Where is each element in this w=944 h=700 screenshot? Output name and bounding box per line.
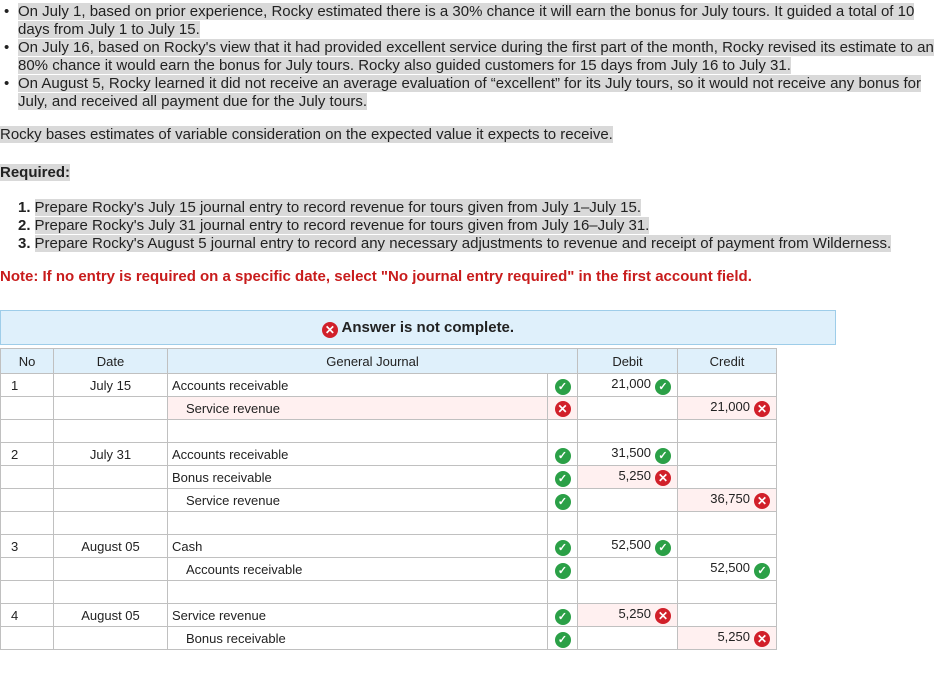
debit-cell[interactable] (578, 489, 678, 512)
incorrect-x-icon: ✕ (754, 493, 770, 509)
requirements-list (18, 199, 891, 253)
correct-check-icon: ✓ (754, 563, 770, 579)
account-cell[interactable] (168, 581, 548, 604)
account-cell[interactable] (168, 512, 548, 535)
header-general-journal: General Journal (168, 349, 578, 374)
correct-check-icon: ✓ (555, 540, 571, 556)
instruction-note: Note: If no entry is required on a specific date, select "No journal entry required" in the first account field. (0, 268, 752, 285)
account-cell[interactable]: Service revenue (168, 397, 548, 420)
date-cell[interactable] (54, 581, 168, 604)
table-row (1, 397, 777, 420)
account-cell[interactable]: Accounts receivable (168, 443, 548, 466)
date-cell[interactable]: August 05 (54, 535, 168, 558)
table-row (1, 581, 777, 604)
entry-number-cell (1, 420, 54, 443)
correct-check-icon: ✓ (655, 540, 671, 556)
correct-check-icon: ✓ (555, 609, 571, 625)
correct-check-icon: ✓ (555, 494, 571, 510)
debit-cell[interactable] (578, 420, 678, 443)
debit-cell[interactable] (578, 535, 678, 558)
account-cell[interactable]: Service revenue (168, 604, 548, 627)
incorrect-x-icon: ✕ (655, 608, 671, 624)
account-status-cell (548, 535, 578, 558)
debit-cell[interactable] (578, 558, 678, 581)
date-cell[interactable] (54, 466, 168, 489)
date-cell[interactable] (54, 489, 168, 512)
debit-cell[interactable] (578, 397, 678, 420)
table-row (1, 512, 777, 535)
account-cell[interactable] (168, 420, 548, 443)
correct-check-icon: ✓ (555, 448, 571, 464)
account-status-cell (548, 627, 578, 650)
entry-number-cell: 1 (1, 374, 54, 397)
account-status-cell (548, 420, 578, 443)
general-journal-table (0, 348, 777, 650)
incorrect-x-icon: ✕ (655, 470, 671, 486)
correct-check-icon: ✓ (555, 471, 571, 487)
required-label: Required: (0, 164, 71, 181)
correct-check-icon: ✓ (655, 379, 671, 395)
table-header-row (1, 349, 777, 374)
date-cell[interactable]: August 05 (54, 604, 168, 627)
table-row (1, 443, 777, 466)
entry-number-cell (1, 489, 54, 512)
debit-cell[interactable] (578, 627, 678, 650)
account-status-cell (548, 443, 578, 466)
partial-pagination (290, 688, 610, 700)
answer-status-banner (0, 310, 836, 345)
account-status-cell (548, 466, 578, 489)
account-status-cell (548, 512, 578, 535)
entry-number-cell (1, 581, 54, 604)
credit-cell[interactable] (678, 397, 777, 420)
date-cell[interactable] (54, 397, 168, 420)
credit-cell[interactable] (678, 443, 777, 466)
entry-number-cell: 4 (1, 604, 54, 627)
account-status-cell (548, 558, 578, 581)
credit-value: 5,250 (717, 629, 750, 644)
table-row (1, 558, 777, 581)
entry-number-cell (1, 558, 54, 581)
header-credit: Credit (678, 349, 777, 374)
date-cell[interactable]: July 31 (54, 443, 168, 466)
date-cell[interactable] (54, 627, 168, 650)
account-status-cell (548, 397, 578, 420)
debit-value: 5,250 (618, 606, 651, 621)
incorrect-icon: ✕ (322, 322, 338, 338)
credit-cell[interactable] (678, 604, 777, 627)
debit-value: 21,000 (611, 375, 651, 391)
date-cell[interactable] (54, 420, 168, 443)
credit-cell[interactable] (678, 535, 777, 558)
incorrect-x-icon: ✕ (754, 401, 770, 417)
correct-check-icon: ✓ (555, 632, 571, 648)
entry-number-cell (1, 466, 54, 489)
account-cell[interactable]: Bonus receivable (168, 466, 548, 489)
debit-cell[interactable] (578, 581, 678, 604)
debit-value: 31,500 (611, 444, 651, 460)
credit-cell[interactable] (678, 466, 777, 489)
credit-value: 21,000 (710, 399, 750, 414)
account-status-cell (548, 489, 578, 512)
entry-number-cell (1, 627, 54, 650)
credit-value: 52,500 (710, 559, 750, 575)
date-cell[interactable] (54, 512, 168, 535)
bullet-item: • On August 5, Rocky learned it did not receive an average evaluation of “excellent” for its July tours, so it would not receive any bonus for July, and received all payment due for the July tours. (4, 75, 921, 110)
table-row (1, 374, 777, 397)
date-cell[interactable]: July 15 (54, 374, 168, 397)
table-row (1, 535, 777, 558)
credit-cell[interactable] (678, 581, 777, 604)
correct-check-icon: ✓ (555, 379, 571, 395)
credit-cell[interactable] (678, 558, 777, 581)
table-row (1, 604, 777, 627)
entry-number-cell: 2 (1, 443, 54, 466)
account-status-cell (548, 604, 578, 627)
requirement-item: 1. Prepare Rocky's July 15 journal entry to record revenue for tours given from July 1–July 15. (18, 199, 641, 216)
incorrect-x-icon: ✕ (555, 401, 571, 417)
entry-number-cell: 3 (1, 535, 54, 558)
table-row (1, 489, 777, 512)
credit-cell[interactable] (678, 512, 777, 535)
debit-cell[interactable] (578, 443, 678, 466)
bullet-item: • On July 16, based on Rocky's view that it had provided excellent service during the first part of the month, Rocky revised its estimate to an 80% chance it would earn the bonus for July tours. Rocky also guided customers for 15 days from July 16 to July 31. (4, 39, 934, 74)
credit-cell[interactable] (678, 489, 777, 512)
debit-value: 5,250 (618, 468, 651, 483)
debit-cell[interactable] (578, 512, 678, 535)
requirement-item: 2. Prepare Rocky's July 31 journal entry to record revenue for tours given from July 16–July 31. (18, 217, 650, 234)
requirement-item: 3. Prepare Rocky's August 5 journal entry to record any necessary adjustments to revenue and receipt of payment from Wilderness. (18, 235, 892, 252)
table-row (1, 466, 777, 489)
table-row (1, 420, 777, 443)
debit-cell[interactable] (578, 604, 678, 627)
account-status-cell (548, 374, 578, 397)
account-status-cell (548, 581, 578, 604)
entry-number-cell (1, 512, 54, 535)
incorrect-x-icon: ✕ (754, 631, 770, 647)
table-row (1, 627, 777, 650)
date-cell[interactable] (54, 558, 168, 581)
account-cell[interactable]: Accounts receivable (168, 558, 548, 581)
estimate-text: Rocky bases estimates of variable consideration on the expected value it expects to receive. (0, 126, 613, 143)
debit-cell[interactable] (578, 374, 678, 397)
header-debit: Debit (578, 349, 678, 374)
account-cell[interactable]: Service revenue (168, 489, 548, 512)
credit-cell[interactable] (678, 627, 777, 650)
banner-text: Answer is not complete. (341, 319, 515, 336)
correct-check-icon: ✓ (555, 563, 571, 579)
account-cell[interactable]: Cash (168, 535, 548, 558)
account-cell[interactable]: Accounts receivable (168, 374, 548, 397)
account-cell[interactable]: Bonus receivable (168, 627, 548, 650)
entry-number-cell (1, 397, 54, 420)
debit-value: 52,500 (611, 536, 651, 552)
bullet-item: • On July 1, based on prior experience, Rocky estimated there is a 30% chance it will earn the bonus for July tours. It guided a total of 10 days from July 1 to July 15. (4, 3, 915, 38)
debit-cell[interactable] (578, 466, 678, 489)
header-date: Date (54, 349, 168, 374)
credit-cell[interactable] (678, 420, 777, 443)
credit-cell[interactable] (678, 374, 777, 397)
correct-check-icon: ✓ (655, 448, 671, 464)
header-no: No (1, 349, 54, 374)
credit-value: 36,750 (710, 491, 750, 506)
